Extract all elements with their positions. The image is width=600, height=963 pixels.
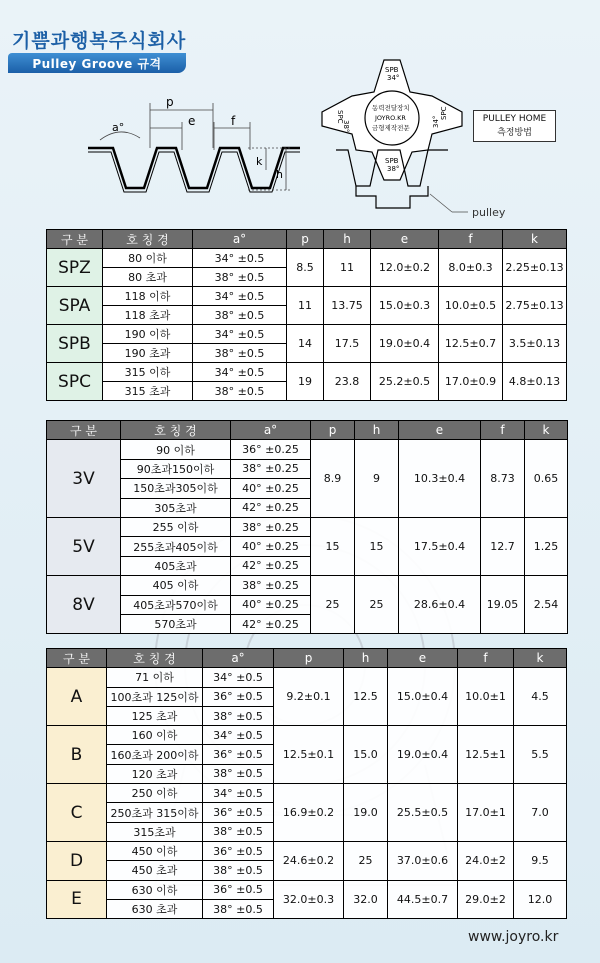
size-cell: 90초과150이하 (121, 459, 231, 478)
angle-cell: 38° ±0.25 (231, 459, 311, 478)
table3-header-row (47, 649, 567, 668)
alpha-label: a° (112, 121, 125, 134)
pulley-home-box (473, 110, 556, 142)
spz-spc-groove-table (46, 229, 567, 401)
header-cell: k (514, 649, 567, 668)
k-value-cell: 1.25 (525, 517, 568, 575)
group-name-cell: SPZ (47, 249, 103, 287)
angle-cell: 40° ±0.25 (231, 595, 311, 614)
company-name: 기쁨과행복주식회사 (12, 30, 187, 52)
group-name-cell: 3V (47, 440, 121, 518)
table-row (47, 249, 567, 268)
size-cell: 450 초과 (107, 861, 203, 880)
page-subtitle: Pulley Groove 규격 (8, 53, 186, 73)
p-value-cell: 14 (287, 325, 324, 363)
table-row (47, 576, 568, 595)
e-value-cell: 37.0±0.6 (388, 841, 458, 880)
size-cell: 255초과405이하 (121, 537, 231, 556)
table1-header-row (47, 230, 567, 249)
p-value-cell: 16.9±0.2 (274, 784, 344, 842)
angle-cell: 36° ±0.5 (203, 803, 274, 822)
angle-cell: 38° ±0.5 (203, 706, 274, 725)
h-value-cell: 12.5 (344, 668, 388, 726)
angle-cell: 40° ±0.25 (231, 479, 311, 498)
header-cell: 구 분 (47, 230, 103, 249)
f-value-cell: 12.5±0.7 (439, 325, 503, 363)
f-value-cell: 12.7 (481, 517, 525, 575)
f-value-cell: 12.5±1 (458, 726, 514, 784)
gauge-center-line-1: 동력전달장치 (372, 104, 410, 112)
group-name-cell: 8V (47, 576, 121, 634)
group-name-cell: B (47, 726, 107, 784)
group-name-cell: SPB (47, 325, 103, 363)
header-cell: a° (203, 649, 274, 668)
group-name-cell: SPC (47, 363, 103, 401)
p-value-cell: 19 (287, 363, 324, 401)
header-cell: h (344, 649, 388, 668)
group-name-cell: E (47, 880, 107, 919)
header-cell: h (324, 230, 371, 249)
e-value-cell: 44.5±0.7 (388, 880, 458, 919)
k-value-cell: 0.65 (525, 440, 568, 518)
size-cell: 150초과305이하 (121, 479, 231, 498)
gauge-center-line-3: 금형제작전문 (372, 124, 410, 132)
k-value-cell: 4.5 (514, 668, 567, 726)
gauge-bottom-label: SPB (385, 157, 399, 165)
table-row (47, 517, 568, 536)
h-value-cell: 17.5 (324, 325, 371, 363)
f-value-cell: 8.73 (481, 440, 525, 518)
h-value-cell: 25 (355, 576, 399, 634)
header-cell: k (503, 230, 567, 249)
group-name-cell: A (47, 668, 107, 726)
size-cell: 305초과 (121, 498, 231, 517)
p-label: p (166, 95, 174, 109)
k-value-cell: 2.54 (525, 576, 568, 634)
pulley-home-line1: PULLEY HOME (482, 114, 547, 124)
h-value-cell: 32.0 (344, 880, 388, 919)
p-value-cell: 11 (287, 287, 324, 325)
angle-cell: 34° ±0.5 (193, 325, 287, 344)
size-cell: 118 초과 (103, 306, 193, 325)
k-value-cell: 2.25±0.13 (503, 249, 567, 287)
p-value-cell: 15 (311, 517, 355, 575)
header-cell: e (399, 421, 481, 440)
classic-groove-table (46, 648, 567, 919)
p-value-cell: 24.6±0.2 (274, 841, 344, 880)
angle-cell: 38° ±0.5 (203, 822, 274, 841)
p-value-cell: 8.5 (287, 249, 324, 287)
e-label: e (188, 114, 196, 128)
angle-cell: 38° ±0.5 (203, 899, 274, 918)
f-value-cell: 19.05 (481, 576, 525, 634)
f-value-cell: 24.0±2 (458, 841, 514, 880)
f-value-cell: 17.0±1 (458, 784, 514, 842)
f-value-cell: 10.0±0.5 (439, 287, 503, 325)
e-value-cell: 28.6±0.4 (399, 576, 481, 634)
h-value-cell: 15.0 (344, 726, 388, 784)
header-cell: e (371, 230, 439, 249)
e-value-cell: 10.3±0.4 (399, 440, 481, 518)
p-value-cell: 8.9 (311, 440, 355, 518)
gauge-left-label: SPC (336, 110, 344, 124)
p-value-cell: 25 (311, 576, 355, 634)
angle-cell: 36° ±0.25 (231, 440, 311, 459)
size-cell: 405 이하 (121, 576, 231, 595)
f-value-cell: 8.0±0.3 (439, 249, 503, 287)
table-row (47, 440, 568, 459)
header-cell: p (274, 649, 344, 668)
size-cell: 100초과 125이하 (107, 687, 203, 706)
header-cell: 구 분 (47, 649, 107, 668)
header-cell: e (388, 649, 458, 668)
angle-cell: 38° ±0.25 (231, 517, 311, 536)
angle-cell: 38° ±0.5 (193, 268, 287, 287)
h-value-cell: 9 (355, 440, 399, 518)
e-value-cell: 15.0±0.4 (388, 668, 458, 726)
angle-cell: 38° ±0.5 (193, 344, 287, 363)
angle-cell: 36° ±0.5 (203, 880, 274, 899)
h-value-cell: 11 (324, 249, 371, 287)
group-name-cell: D (47, 841, 107, 880)
v-belt-groove-table (46, 420, 568, 634)
k-label: k (256, 155, 263, 168)
e-value-cell: 25.2±0.5 (371, 363, 439, 401)
header-cell: k (525, 421, 568, 440)
k-value-cell: 9.5 (514, 841, 567, 880)
angle-cell: 36° ±0.5 (203, 687, 274, 706)
angle-cell: 38° ±0.5 (193, 382, 287, 401)
table-row (47, 325, 567, 344)
h-value-cell: 23.8 (324, 363, 371, 401)
angle-cell: 38° ±0.5 (203, 764, 274, 783)
groove-profile (88, 148, 300, 192)
table-row (47, 668, 567, 687)
size-cell: 80 이하 (103, 249, 193, 268)
table-row (47, 287, 567, 306)
e-value-cell: 12.0±0.2 (371, 249, 439, 287)
h-value-cell: 25 (344, 841, 388, 880)
e-value-cell: 17.5±0.4 (399, 517, 481, 575)
angle-cell: 38° ±0.5 (193, 306, 287, 325)
gauge-center-line-2: JOYRO.KR (375, 114, 406, 122)
size-cell: 315 초과 (103, 382, 193, 401)
groove-diagram (0, 66, 600, 225)
table-row (47, 841, 567, 860)
table2-body (47, 440, 568, 634)
f-value-cell: 29.0±2 (458, 880, 514, 919)
table-row (47, 726, 567, 745)
size-cell: 90 이하 (121, 440, 231, 459)
f-value-cell: 10.0±1 (458, 668, 514, 726)
k-value-cell: 3.5±0.13 (503, 325, 567, 363)
size-cell: 160 이하 (107, 726, 203, 745)
header-cell: f (481, 421, 525, 440)
table3-body (47, 668, 567, 919)
header-cell: p (287, 230, 324, 249)
size-cell: 315초과 (107, 822, 203, 841)
k-value-cell: 5.5 (514, 726, 567, 784)
size-cell: 250초과 315이하 (107, 803, 203, 822)
table1-body (47, 249, 567, 401)
gauge-left-angle: 38° (342, 120, 350, 133)
header-cell: 호 칭 경 (103, 230, 193, 249)
size-cell: 120 초과 (107, 764, 203, 783)
angle-cell: 34° ±0.5 (203, 784, 274, 803)
header-cell: f (439, 230, 503, 249)
f-label: f (231, 114, 236, 128)
pulley-label: pulley (472, 206, 506, 219)
size-cell: 405초과 (121, 556, 231, 575)
angle-cell: 34° ±0.5 (203, 668, 274, 687)
e-value-cell: 19.0±0.4 (371, 325, 439, 363)
size-cell: 80 초과 (103, 268, 193, 287)
angle-cell: 42° ±0.25 (231, 614, 311, 633)
size-cell: 190 초과 (103, 344, 193, 363)
table2-header-row (47, 421, 568, 440)
p-value-cell: 32.0±0.3 (274, 880, 344, 919)
k-value-cell: 4.8±0.13 (503, 363, 567, 401)
size-cell: 118 이하 (103, 287, 193, 306)
group-name-cell: SPA (47, 287, 103, 325)
size-cell: 630 초과 (107, 899, 203, 918)
h-value-cell: 15 (355, 517, 399, 575)
size-cell: 450 이하 (107, 841, 203, 860)
gauge-right-angle: 34° (432, 115, 440, 128)
table-row (47, 784, 567, 803)
size-cell: 255 이하 (121, 517, 231, 536)
size-cell: 71 이하 (107, 668, 203, 687)
group-name-cell: C (47, 784, 107, 842)
p-value-cell: 9.2±0.1 (274, 668, 344, 726)
size-cell: 570초과 (121, 614, 231, 633)
size-cell: 125 초과 (107, 706, 203, 725)
angle-cell: 42° ±0.25 (231, 556, 311, 575)
k-value-cell: 12.0 (514, 880, 567, 919)
table-row (47, 363, 567, 382)
angle-cell: 34° ±0.5 (193, 363, 287, 382)
gauge-top-angle: 34° (387, 74, 400, 82)
h-value-cell: 19.0 (344, 784, 388, 842)
angle-cell: 40° ±0.25 (231, 537, 311, 556)
header-cell: 호 칭 경 (121, 421, 231, 440)
k-value-cell: 7.0 (514, 784, 567, 842)
angle-cell: 38° ±0.25 (231, 576, 311, 595)
e-value-cell: 19.0±0.4 (388, 726, 458, 784)
f-value-cell: 17.0±0.9 (439, 363, 503, 401)
k-value-cell: 2.75±0.13 (503, 287, 567, 325)
angle-cell: 34° ±0.5 (203, 726, 274, 745)
gauge-top-label: SPB (385, 66, 399, 74)
angle-cell: 34° ±0.5 (193, 287, 287, 306)
header-cell: 구 분 (47, 421, 121, 440)
size-cell: 630 이하 (107, 880, 203, 899)
angle-cell: 36° ±0.5 (203, 841, 274, 860)
header-cell: f (458, 649, 514, 668)
angle-cell: 34° ±0.5 (193, 249, 287, 268)
h-value-cell: 13.75 (324, 287, 371, 325)
header-cell: 호 칭 경 (107, 649, 203, 668)
header-cell: p (311, 421, 355, 440)
header-cell: h (355, 421, 399, 440)
size-cell: 405초과570이하 (121, 595, 231, 614)
gauge-bottom-angle: 38° (387, 165, 400, 173)
p-value-cell: 12.5±0.1 (274, 726, 344, 784)
e-value-cell: 15.0±0.3 (371, 287, 439, 325)
group-name-cell: 5V (47, 517, 121, 575)
size-cell: 160초과 200이하 (107, 745, 203, 764)
angle-cell: 38° ±0.5 (203, 861, 274, 880)
size-cell: 250 이하 (107, 784, 203, 803)
size-cell: 190 이하 (103, 325, 193, 344)
angle-cell: 36° ±0.5 (203, 745, 274, 764)
website-url: www.joyro.kr (468, 929, 559, 945)
angle-cell: 42° ±0.25 (231, 498, 311, 517)
pulley-callout (430, 194, 468, 212)
h-label: h (276, 168, 283, 181)
header-cell: a° (193, 230, 287, 249)
header-cell: a° (231, 421, 311, 440)
size-cell: 315 이하 (103, 363, 193, 382)
table-row (47, 880, 567, 899)
e-value-cell: 25.5±0.5 (388, 784, 458, 842)
pulley-home-line2: 측정방법 (497, 128, 532, 138)
gauge-right-label: SPC (440, 106, 448, 120)
